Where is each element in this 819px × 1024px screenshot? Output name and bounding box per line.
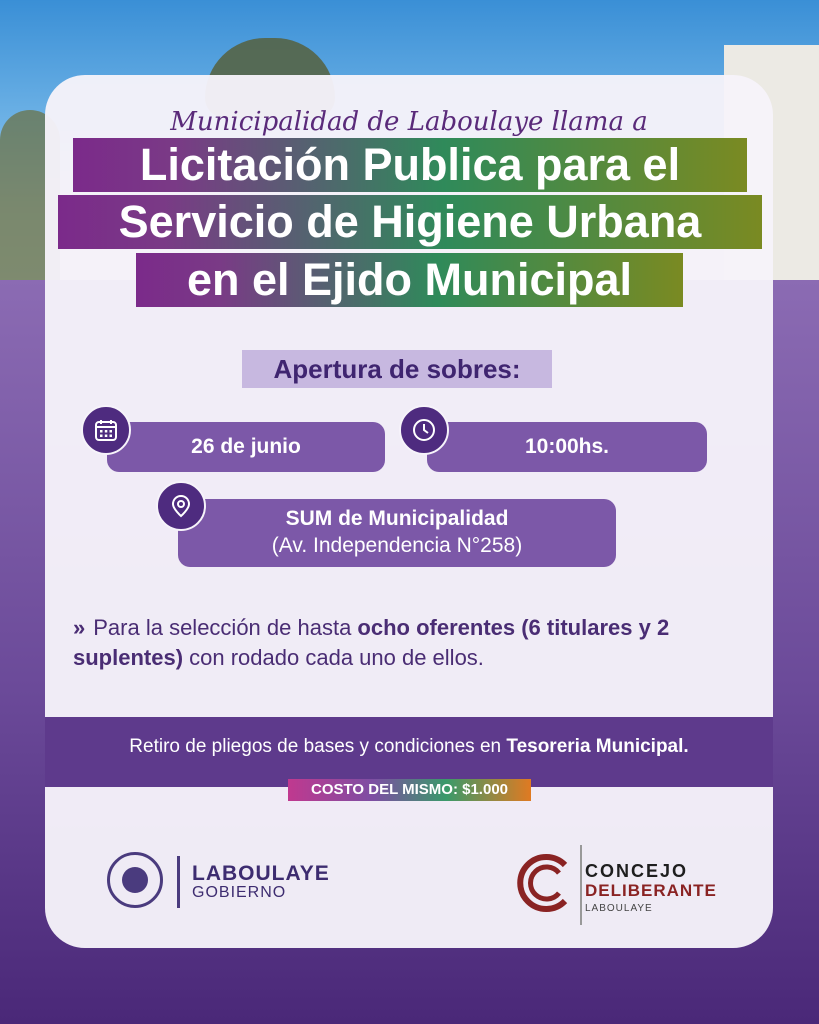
band-text: Retiro de pliegos de bases y condiciones en (129, 736, 507, 757)
announcement-card (45, 75, 773, 948)
logo-divider (177, 856, 180, 908)
logo-left-sub: GOBIERNO (192, 884, 287, 901)
time-pill: 10:00hs. (427, 422, 707, 472)
calendar-icon (81, 405, 131, 455)
laboulaye-gobierno-logo (107, 848, 347, 912)
location-pin-icon (156, 481, 206, 531)
seal-icon (107, 852, 163, 908)
place-pill (178, 499, 616, 567)
place-name: SUM de Municipalidad (285, 507, 509, 530)
logo-right-line1: CONCEJO (585, 861, 689, 881)
chevron-icon: » (73, 615, 86, 640)
apertura-heading: Apertura de sobres: (242, 350, 552, 388)
costo-badge: COSTO DEL MISMO: $1.000 (288, 779, 531, 801)
title-line-3: en el Ejido Municipal (136, 253, 683, 307)
band-bold: Tesoreria Municipal. (506, 736, 689, 757)
note-suffix: con rodado cada uno de ellos. (183, 645, 484, 670)
logo-right-divider (580, 845, 582, 925)
intro-text: Municipalidad de Laboulaye llama a (170, 107, 648, 137)
title-line-1: Licitación Publica para el (73, 138, 747, 192)
logo-right-line2: DELIBERANTE (585, 881, 717, 900)
place-address: (Av. Independencia N°258) (271, 534, 523, 557)
note-prefix: Para la selección de hasta (93, 615, 358, 640)
pliegos-band (45, 717, 773, 787)
note-bold: ocho oferentes (6 titulares y 2 suplentes) (73, 615, 670, 670)
concejo-c-icon (513, 851, 577, 915)
clock-icon (399, 405, 449, 455)
date-pill: 26 de junio (107, 422, 385, 472)
logo-left-name: LABOULAYE (192, 862, 330, 885)
selection-note (73, 613, 753, 673)
title-line-2: Servicio de Higiene Urbana (58, 195, 762, 249)
concejo-deliberante-logo (513, 843, 753, 927)
logo-right-line3: LABOULAYE (585, 903, 653, 914)
